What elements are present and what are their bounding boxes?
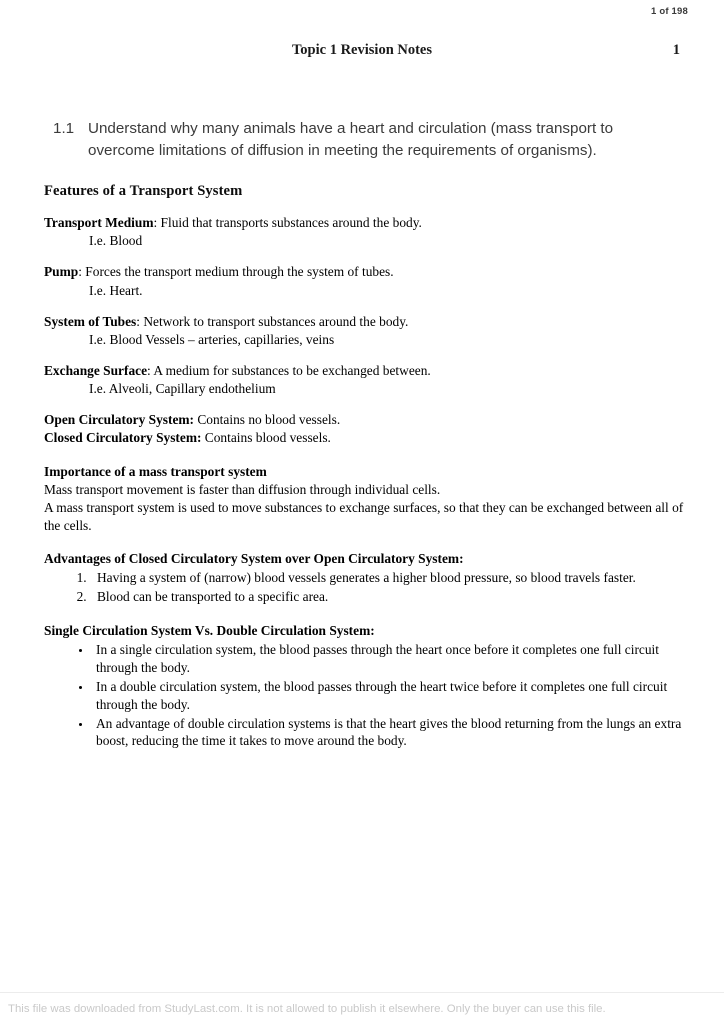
importance-title: Importance of a mass transport system [44,464,267,480]
term-definition: : Fluid that transports substances around the body. [153,215,422,231]
list-item: 1. Having a system of (narrow) blood vessels generates a higher blood pressure, so blood travels faster. [90,569,684,587]
term-definition: : Forces the transport medium through the system of tubes. [78,264,394,280]
term-entry [44,362,684,397]
advantages-title: Advantages of Closed Circulatory System over Open Circulatory System: [44,550,464,566]
closed-circulatory-label: Closed Circulatory System: [44,430,202,446]
circulatory-system-definitions [44,411,684,447]
term-example: I.e. Heart. [89,282,143,298]
footer-notice: This file was downloaded from StudyLast.com. It is not allowed to publish it elsewhere. Only the buyer can use this file. [8,1003,606,1015]
term-label: Exchange Surface [44,363,148,379]
objective-heading [44,118,684,161]
section-heading-features: Features of a Transport System [44,183,243,200]
closed-circulatory-definition: Contains blood vessels. [201,430,331,446]
document-content [44,118,684,766]
objective-number: 1.1 [53,120,75,137]
open-circulatory-label: Open Circulatory System: [44,412,195,428]
open-circulatory-definition: Contains no blood vessels. [194,412,341,428]
term-example: I.e. Blood Vessels – arteries, capillaries, veins [89,331,335,347]
term-label: Transport Medium [44,215,154,231]
term-label: Pump [44,264,79,280]
list-item: • An advantage of double circulation systems is that the heart gives the blood returning from the lungs an extra boost, reducing the time it takes to move around the body. [92,715,684,751]
advantages-list [44,569,684,606]
importance-paragraph-2: A mass transport system is used to move substances to exchange surfaces, so that they can be exchanged between all of the cells. [44,499,684,533]
importance-section [44,463,684,535]
page-indicator: 1 of 198 [651,6,688,17]
footer-divider [0,992,724,993]
document-page-number: 1 [672,42,680,58]
term-example: I.e. Blood [89,233,143,249]
document-running-header [44,42,680,64]
document-title: Topic 1 Revision Notes [291,42,433,58]
term-definition: : Network to transport substances around the body. [136,313,409,329]
list-item: • In a single circulation system, the blood passes through the heart once before it completes one full circuit through the body. [92,641,684,677]
circulation-comparison-title: Single Circulation System Vs. Double Circulation System: [44,622,375,638]
term-definition: : A medium for substances to be exchanged between. [147,363,431,379]
term-entry [44,313,684,348]
objective-text: Understand why many animals have a heart and circulation (mass transport to overcome limitations of diffusion in meeting the requirements of organisms). [88,120,614,159]
list-item: • In a double circulation system, the blood passes through the heart twice before it completes one full circuit through the body. [92,678,684,714]
term-entry [44,214,684,249]
advantages-section [44,550,684,606]
term-entry [44,263,684,298]
term-example: I.e. Alveoli, Capillary endothelium [89,381,276,397]
list-item: 2. Blood can be transported to a specific area. [90,588,684,606]
circulation-comparison-section [44,622,684,751]
closed-circulatory-line [44,429,684,447]
importance-paragraph-1: Mass transport movement is faster than diffusion through individual cells. [44,482,441,498]
open-circulatory-line [44,411,684,429]
circulation-comparison-list [44,641,684,751]
term-label: System of Tubes [44,313,137,329]
